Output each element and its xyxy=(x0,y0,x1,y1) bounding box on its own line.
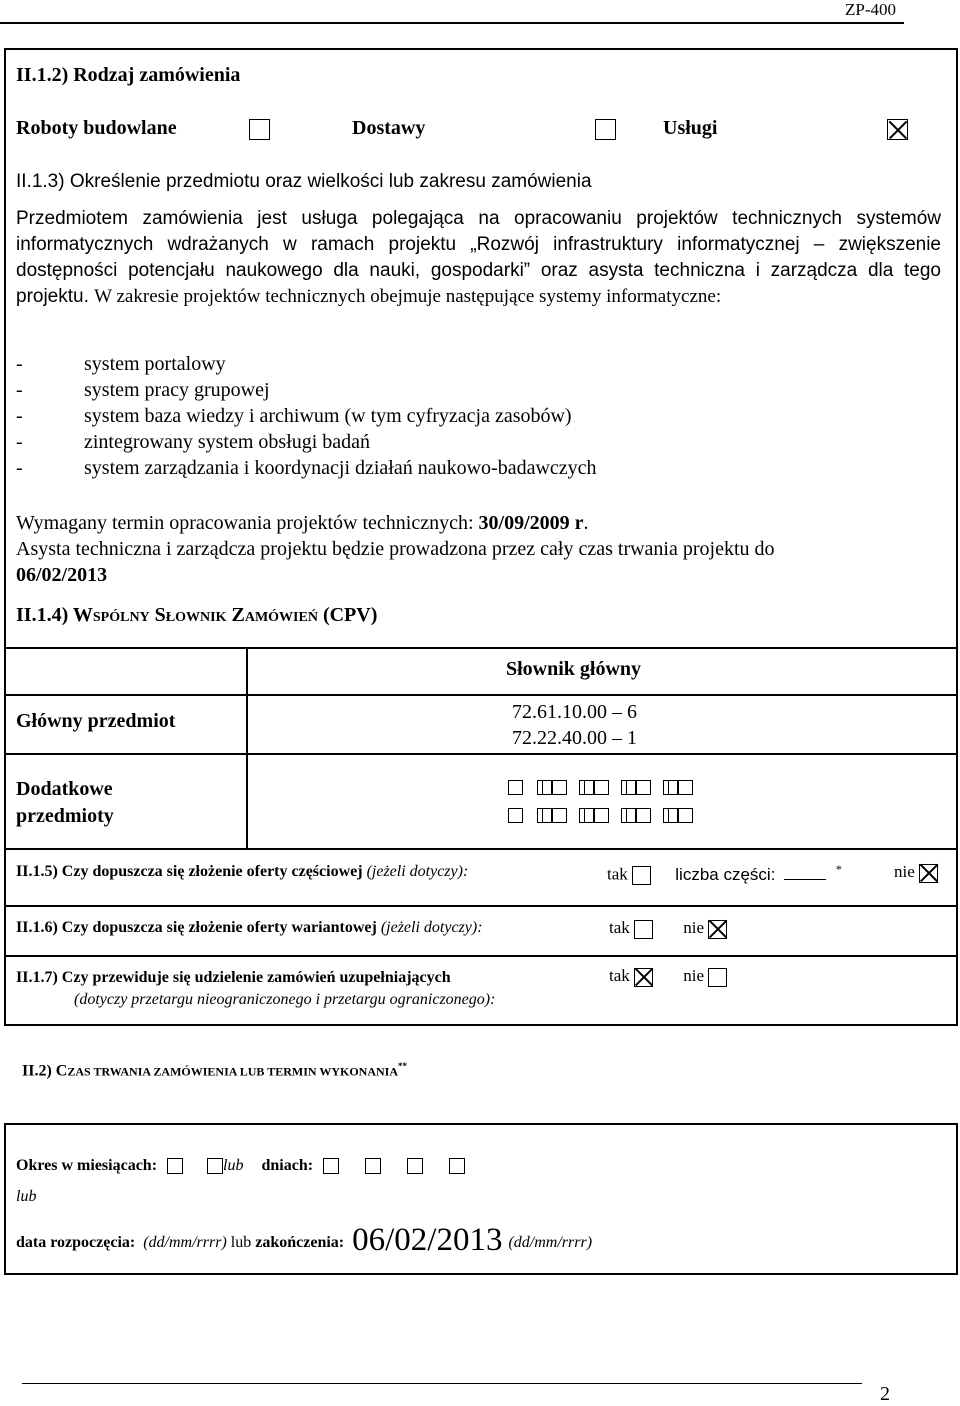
document-code: ZP-400 xyxy=(845,0,896,19)
checkbox-nie-1-5[interactable] xyxy=(919,864,938,883)
label-dostawy: Dostawy xyxy=(352,117,426,139)
section-heading-1-2: II.1.2) Rodzaj zamówienia xyxy=(16,64,241,86)
question-1-5: II.1.5) Czy dopuszcza się złożenie oferty częściowej (jeżeli dotyczy): xyxy=(16,863,469,880)
days-box-3[interactable] xyxy=(407,1158,423,1174)
checkbox-nie-1-6[interactable] xyxy=(708,920,727,939)
question-1-7: II.1.7) Czy przewiduje się udzielenie zamówień uzupełniających (dotyczy przetargu nieograniczonego i przetargu ograniczonego): xyxy=(16,969,496,1008)
days-box-2[interactable] xyxy=(365,1158,381,1174)
cpv-extra-boxes-row2[interactable] xyxy=(508,806,693,824)
answer-1-5-nie: nie xyxy=(894,862,938,883)
end-date: 06/02/2013 xyxy=(352,1222,503,1258)
cpv-code: 72.22.40.00 – 1 xyxy=(512,727,637,749)
cpv-main-label: Główny przedmiot xyxy=(16,710,176,732)
checkbox-roboty[interactable] xyxy=(249,119,270,140)
days-box-4[interactable] xyxy=(449,1158,465,1174)
rule-1-5 xyxy=(4,905,958,907)
systems-list xyxy=(16,351,597,481)
label-uslugi: Usługi xyxy=(663,117,718,139)
asysta-date: 06/02/2013 xyxy=(16,564,108,586)
list-item: - system baza wiedzy i archiwum (w tym cyfryzacja zasobów) xyxy=(16,405,572,427)
checkbox-tak-1-6[interactable] xyxy=(634,920,653,939)
checkbox-nie-1-7[interactable] xyxy=(708,968,727,987)
okres-row: Okres w miesiącach: lub dniach: xyxy=(16,1157,465,1175)
section-heading-1-3: II.1.3) Określenie przedmiotu oraz wielkości lub zakresu zamówienia xyxy=(16,171,592,192)
list-item: - system zarządzania i koordynacji działań naukowo-badawczych xyxy=(16,457,597,479)
checkbox-uslugi[interactable] xyxy=(887,119,908,140)
cpv-rule-2 xyxy=(4,753,958,755)
cpv-code: 72.61.10.00 – 6 xyxy=(512,701,637,723)
days-box-1[interactable] xyxy=(323,1158,339,1174)
cpv-rule-bottom xyxy=(4,848,958,850)
question-1-6: II.1.6) Czy dopuszcza się złożenie oferty wariantowej (jeżeli dotyczy): xyxy=(16,919,483,936)
lub-text: lub xyxy=(16,1188,37,1205)
answer-1-5: tak liczba części: * xyxy=(607,862,842,884)
cpv-extra-label: Dodatkowe przedmioty xyxy=(16,778,114,827)
list-item: - zintegrowany system obsługi badań xyxy=(16,431,371,453)
checkbox-tak-1-7[interactable] xyxy=(634,968,653,987)
answer-1-7: tak nie xyxy=(609,966,727,987)
data-row: data rozpoczęcia: (dd/mm/rrrr) lub zakończenia: 06/02/2013 (dd/mm/rrrr) xyxy=(16,1222,593,1258)
list-item: - system pracy grupowej xyxy=(16,379,270,401)
section-heading-2: II.2) CZAS TRWANIA ZAMÓWIENIA LUB TERMIN WYKONANIA** xyxy=(22,1061,407,1080)
description-paragraph xyxy=(16,206,941,310)
cpv-rule-1 xyxy=(4,694,958,696)
cpv-extra-boxes-row1[interactable] xyxy=(508,778,693,796)
label-roboty: Roboty budowlane xyxy=(16,117,177,139)
asysta-line: Asysta techniczna i zarządcza projektu będzie prowadzona przez cały czas trwania projektu do xyxy=(16,538,775,560)
cpv-col-header: Słownik główny xyxy=(506,658,642,680)
liczba-czesci-field[interactable] xyxy=(784,879,826,880)
description-text-scope: W zakresie projektów technicznych obejmuje następujące systemy informatyczne: xyxy=(94,286,722,307)
termin-line: Wymagany termin opracowania projektów technicznych: 30/09/2009 r. xyxy=(16,512,589,534)
months-box-2[interactable] xyxy=(207,1158,223,1174)
cpv-col-divider xyxy=(246,647,248,849)
footer-rule xyxy=(22,1383,862,1384)
header-rule xyxy=(0,22,904,24)
checkbox-tak-1-5[interactable] xyxy=(632,866,651,885)
section-heading-1-4: II.1.4) WSPÓLNY SŁOWNIK ZAMÓWIEŃ (CPV) xyxy=(16,604,378,626)
page-number: 2 xyxy=(880,1383,890,1405)
answer-1-6: tak nie xyxy=(609,918,727,939)
cpv-main-codes xyxy=(512,699,637,751)
rule-1-6 xyxy=(4,955,958,957)
list-item: - system portalowy xyxy=(16,353,226,375)
cpv-rule-top xyxy=(4,647,958,649)
months-box-1[interactable] xyxy=(167,1158,183,1174)
checkbox-dostawy[interactable] xyxy=(595,119,616,140)
description-text: Przedmiotem zamówienia jest usługa polegająca na opracowaniu projektów technicznych systemów informatycznych wdrażanych w ramach projektu „Rozwój infrastruktury informatycznej – zwiększenie dostępności potencjału naukowego dla nauki, gospodarki” oraz asysta techniczna i zarządcza dla tego projektu. xyxy=(16,208,941,307)
